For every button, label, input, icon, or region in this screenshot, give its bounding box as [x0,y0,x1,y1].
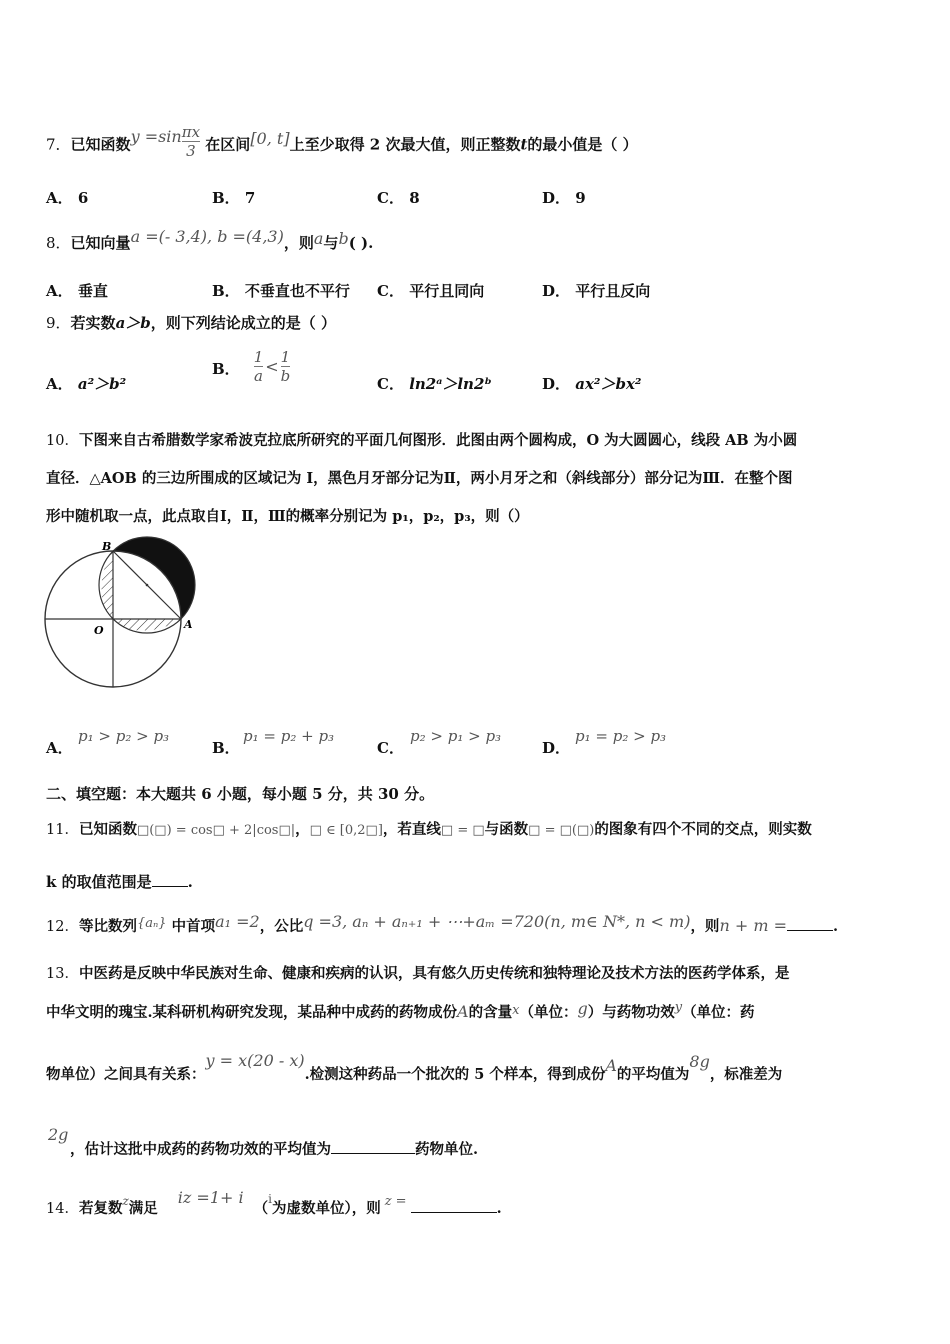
question-7 [46,123,638,164]
q7-text-post: 上至少取得 2 次最大值，则正整数 [289,135,521,154]
q14-z-equals: z = [384,1194,407,1209]
q10-option-d-text: p₁ = p₂ > p₃ [575,727,667,745]
hippocrates-lune-figure [44,536,200,688]
q7-func-lhs: y =sin [130,126,182,146]
label-b: B [102,540,112,553]
q7-option-d: D． 9 [542,189,586,207]
question-13-line-2: 中华文明的瑰宝.某科研机构研究发现，某品种中成药的药物成份A的含量x（单位：g）与药物功效y（单位：药 [46,999,755,1021]
q12-sequence: {aₙ} [136,916,167,931]
q12-condition: q =3, aₙ + aₙ₊₁ + ⋯+aₘ =720(n, m∈ N*, n < m) [303,912,691,931]
q13-var-A: A [457,1002,469,1021]
q13-var-x: x [512,1003,520,1018]
q7-option-a: A． 6 [46,189,89,207]
hatched-lune-bottom [113,619,181,631]
q14-equation: iz =1+ i [177,1188,244,1207]
question-8 [46,227,374,253]
question-10-line-2: 直径．△AOB 的三边所围成的区域记为 I，黑色月牙部分记为Ⅱ，两小月牙之和（斜线部分）部分记为Ⅲ．在整个图 [46,470,793,487]
q7-var-t: t [520,135,528,154]
q10-option-b: B． [212,739,240,757]
q8-vectors: a =(- 3,4), b =(4,3) [130,227,284,246]
question-11-line-1: 11．已知函数□(□) = cos□ + 2|cos□|，□ ∈ [0,2□]，若直线□ = □与函数□ = □(□)的图象有四个不同的交点，则实数 [46,821,812,838]
question-13-line-4: ，估计这批中成药的药物功效的平均值为 药物单位. [70,1141,479,1158]
question-number: 9． [46,314,71,332]
question-12: 12．等比数列{aₙ} 中首项a₁ =2，公比q =3, aₙ + aₙ₊₁ + ⋯+aₘ =720(n, m∈ N*, n < m)，则n + m = . [46,912,839,935]
black-lune [113,537,195,619]
q12-a1: a₁ =2 [215,912,260,931]
q13-std-dev: 2g [48,1125,69,1144]
q13-var-A-2: A [605,1056,617,1075]
label-o: O [94,624,104,637]
q8-option-d: D． 平行且反向 [542,282,651,300]
q14-var-z: z [122,1194,129,1208]
question-13-line-3: 物单位）之间具有关系：y = x(20 - x).检测这种药品一个批次的 5 个样本，得到成份A的平均值为8g，标准差为 [46,1051,783,1083]
answer-blank[interactable] [152,872,188,887]
q9-text-end: ，则下列结论成立的是（ ） [150,314,337,332]
q13-relation: y = x(20 - x) [205,1051,305,1070]
answer-blank[interactable] [787,916,833,931]
q9-frac-2: $\frac{1}{b}$ [280,348,291,385]
q7-text-mid: 在区间 [205,135,251,154]
q8-var-a: a [313,229,324,248]
q7-option-c: C． 8 [377,189,420,207]
q11-function-2: □ = □(□) [528,823,595,838]
label-a: A [184,618,193,631]
q8-option-a: A． 垂直 [46,282,108,300]
q13-var-y: y [674,1000,683,1015]
q9-text-pre: 若实数 [70,314,116,332]
q9-frac-1: $\frac{1}{a}$ [253,348,264,385]
q10-option-c-text: p₂ > p₁ > p₃ [410,727,502,745]
q12-expression: n + m = [719,916,787,935]
q8-var-b: b [338,229,349,248]
q7-frac-num: πx [181,123,201,141]
q11-function: □(□) = cos□ + 2|cos□| [136,823,296,838]
question-number: 8． [46,234,71,252]
q7-option-b: B． 7 [212,189,256,207]
question-10-line-3: 形中随机取一点，此点取自Ⅰ，Ⅱ，Ⅲ的概率分别记为 p₁，p₂，p₃，则（） [46,508,529,525]
q8-option-b: B． 不垂直也不平行 [212,282,350,300]
answer-blank[interactable] [411,1198,497,1213]
small-circle-center [146,584,149,587]
section-2-heading: 二、填空题：本大题共 6 小题，每小题 5 分，共 30 分。 [46,785,435,803]
question-9 [46,313,336,333]
q7-text-pre: 已知函数 [70,135,131,154]
q9-option-c: C． ln2ᵃ＞ln2ᵇ [377,375,492,393]
question-11-line-2: k 的取值范围是 . [46,873,193,891]
question-number: 7． [46,135,71,154]
q10-option-a: A． [46,739,73,757]
q13-mean: 8g [689,1052,710,1071]
q8-text-and: 与 [323,234,339,252]
q8-text-mid: ，则 [283,234,314,252]
q7-text-end: 的最小值是（ ） [527,135,638,154]
q7-frac-den: 3 [186,142,196,160]
q10-option-d: D． [542,739,571,757]
hatched-lune-left [101,551,113,619]
q9-option-b: B． $\frac{1}{a}$ < $\frac{1}{b}$ [212,348,291,385]
answer-blank[interactable] [331,1139,415,1154]
q7-fraction [182,123,200,160]
q8-option-c: C． 平行且同向 [377,282,485,300]
q13-unit-g: g [577,999,588,1018]
q9-option-d: D． ax²＞bx² [542,375,642,393]
question-14: 14．若复数$^z$满足iz =1+ i（$^i$为虚数单位），则 z = . [46,1188,502,1217]
question-10-line-1: 10．下图来自古希腊数学家希波克拉底所研究的平面几何图形．此图由两个圆构成，O 为大圆圆心，线段 AB 为小圆 [46,432,798,449]
q11-domain: □ ∈ [0,2□] [309,823,383,838]
q14-var-i: i [268,1192,272,1206]
q9-option-a: A． a²＞b² [46,375,127,393]
q10-option-c: C． [377,739,404,757]
q8-text-pre: 已知向量 [70,234,131,252]
q8-text-end: ( ). [348,234,374,252]
q10-option-a-text: p₁ > p₂ > p₃ [78,727,170,745]
q9-condition: a＞b [115,314,151,332]
q10-option-b-text: p₁ = p₂ + p₃ [243,727,335,745]
q7-interval: [0, t] [250,128,290,148]
question-13-line-1: 13．中医药是反映中华民族对生命、健康和疾病的认识，具有悠久历史传统和独特理论及技术方法的医药学体系，是 [46,965,790,982]
q11-line-eq: □ = □ [440,823,485,838]
